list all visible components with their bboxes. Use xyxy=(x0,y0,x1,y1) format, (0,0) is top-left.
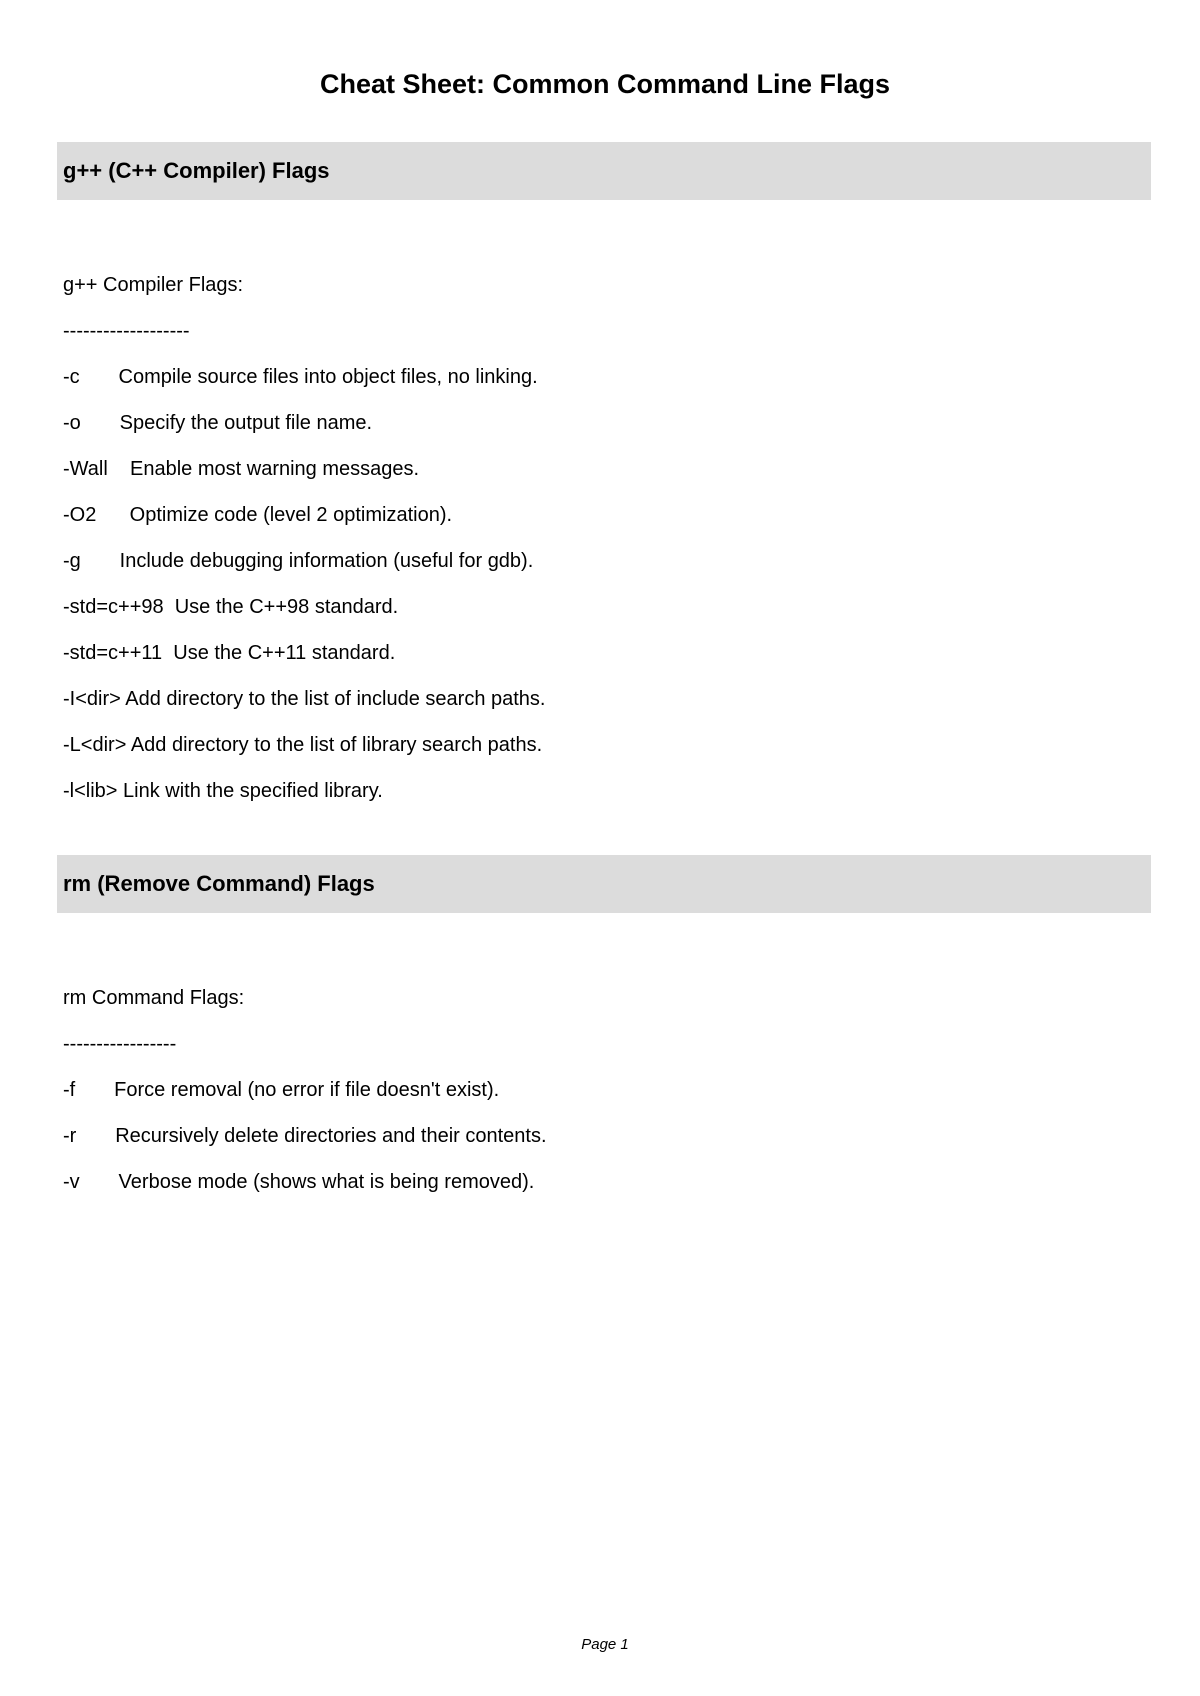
flag-line: -o Specify the output file name. xyxy=(63,412,373,434)
section-heading: rm (Remove Command) Flags xyxy=(63,871,375,896)
flag-line: -c Compile source files into object files, no linking. xyxy=(63,366,538,388)
divider-line: ----------------- xyxy=(63,1033,177,1055)
page-title: Cheat Sheet: Common Command Line Flags xyxy=(319,69,891,99)
section-gpp-flags xyxy=(57,142,1151,814)
flag-line: -Wall Enable most warning messages. xyxy=(63,458,420,480)
flag-line: -r Recursively delete directories and their contents. xyxy=(63,1125,547,1147)
flag-line: -L<dir> Add directory to the list of library search paths. xyxy=(63,734,543,756)
flag-line: -l<lib> Link with the specified library. xyxy=(63,780,383,802)
flag-line: -v Verbose mode (shows what is being removed). xyxy=(63,1171,535,1193)
section-heading: g++ (C++ Compiler) Flags xyxy=(63,158,330,183)
section-header xyxy=(57,855,1151,913)
flag-line: -f Force removal (no error if file doesn't exist). xyxy=(63,1079,500,1101)
flag-line: -O2 Optimize code (level 2 optimization). xyxy=(63,504,453,526)
list-label: rm Command Flags: xyxy=(63,987,245,1009)
flag-line: -std=c++11 Use the C++11 standard. xyxy=(63,642,396,664)
divider-line: ------------------- xyxy=(63,320,190,342)
flag-line: -I<dir> Add directory to the list of include search paths. xyxy=(63,688,546,710)
flag-line: -g Include debugging information (useful for gdb). xyxy=(63,550,534,572)
section-body xyxy=(57,913,1151,1205)
list-label: g++ Compiler Flags: xyxy=(63,274,244,296)
section-header xyxy=(57,142,1151,200)
section-body xyxy=(57,200,1151,814)
page-number: Page 1 xyxy=(581,1636,629,1653)
flag-line: -std=c++98 Use the C++98 standard. xyxy=(63,596,399,618)
section-rm-flags xyxy=(57,855,1151,1205)
